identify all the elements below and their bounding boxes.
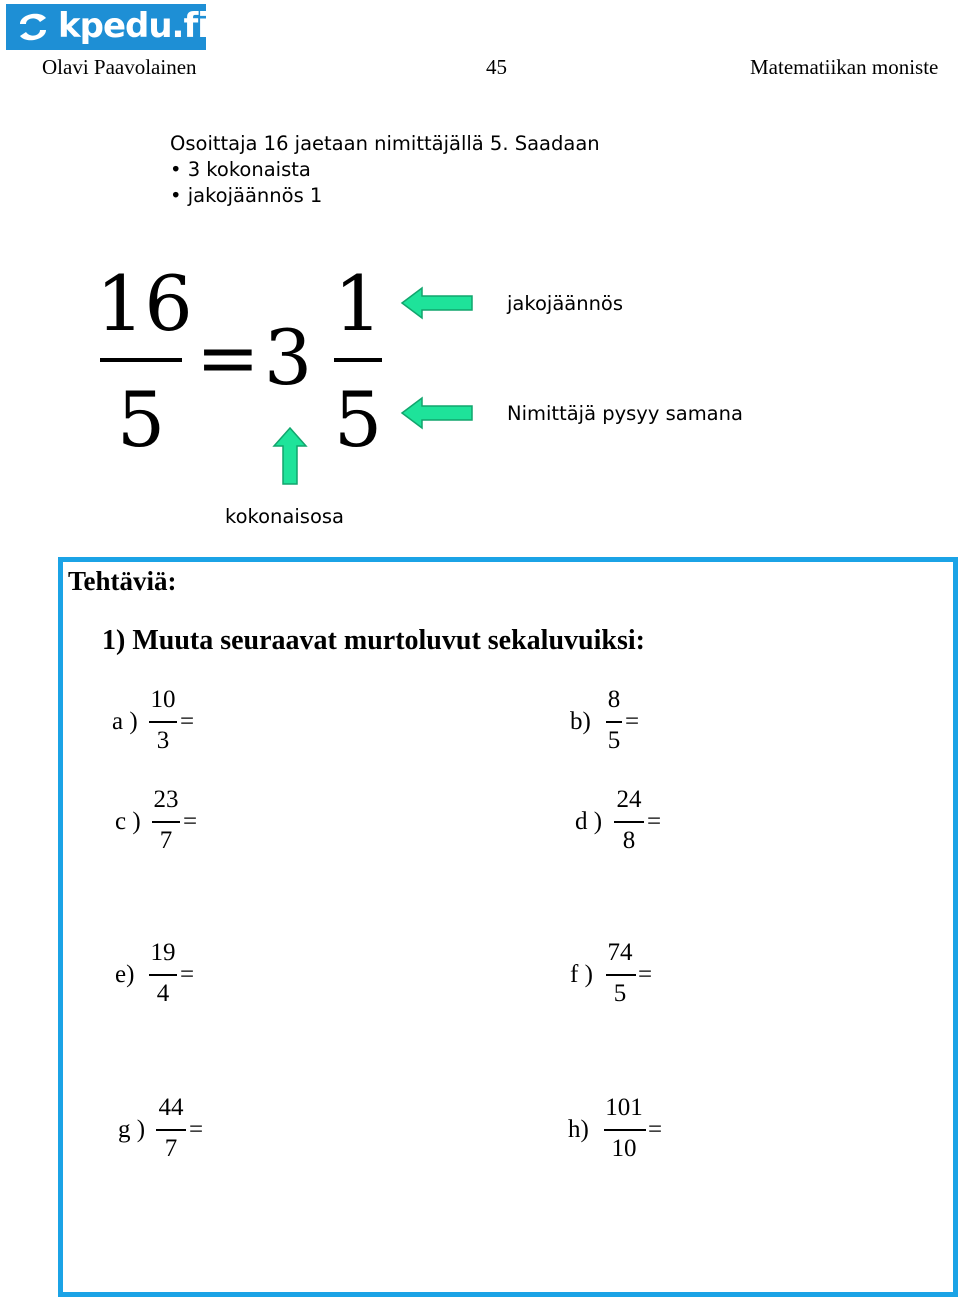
bullet-text: 3 kokonaista: [187, 158, 311, 181]
exercise-label: g ): [118, 1116, 146, 1143]
big-denominator: 5: [116, 375, 166, 464]
task-heading: Tehtäviä:: [68, 566, 177, 596]
header-title: Matematiikan moniste: [750, 55, 939, 79]
task-box: [58, 557, 958, 1297]
header-page-number: 45: [486, 55, 507, 79]
exercise-denominator: 7: [164, 1135, 178, 1162]
exercise-denominator: 5: [607, 727, 621, 754]
fraction-bar: [606, 721, 622, 723]
kpedu-logo: [6, 4, 206, 50]
big-frac-bar: [334, 358, 382, 362]
exercise-denominator: 8: [622, 827, 636, 854]
exercise-equals: =: [625, 708, 640, 735]
exercise-numerator: 10: [150, 686, 176, 713]
exercise-equals: =: [183, 808, 198, 835]
exercise-numerator: 8: [607, 686, 621, 713]
exercise-numerator: 74: [607, 939, 633, 966]
fraction-bar: [156, 1129, 186, 1131]
exercise-label: c ): [115, 808, 141, 835]
intro-bullet: • jakojäännös 1: [170, 184, 323, 207]
exercise-numerator: 24: [616, 786, 642, 813]
exercise-equals: =: [180, 708, 195, 735]
arrow-left-icon: [400, 286, 476, 320]
exercise-equals: =: [648, 1116, 663, 1143]
exercise-equals: =: [180, 961, 195, 988]
exercise-denominator: 10: [611, 1135, 637, 1162]
fraction-bar: [614, 821, 644, 823]
kpedu-swirl-icon: [10, 4, 56, 50]
arrow-left-icon: [400, 396, 476, 430]
exercise-numerator: 101: [605, 1094, 643, 1121]
bullet-text: jakojäännös 1: [187, 184, 323, 207]
exercise-denominator: 5: [613, 980, 627, 1007]
label-remainder: jakojäännös: [507, 292, 624, 315]
exercise-denominator: 3: [156, 727, 170, 754]
exercise-denominator: 4: [156, 980, 170, 1007]
fraction-bar: [604, 1129, 646, 1131]
exercise-label: f ): [570, 961, 593, 988]
exercise-label: a ): [112, 708, 138, 735]
big-numerator: 16: [96, 259, 193, 348]
exercise-label: e): [115, 961, 135, 988]
question-title: 1) Muuta seuraavat murtoluvut sekaluvuiksi:: [102, 625, 645, 656]
label-whole-part: kokonaisosa: [225, 505, 344, 528]
intro-bullet: • 3 kokonaista: [170, 158, 311, 181]
big-frac-denominator: 5: [333, 375, 383, 464]
exercise-label: d ): [575, 808, 603, 835]
big-fraction-bar: [100, 358, 182, 362]
exercise-numerator: 19: [150, 939, 176, 966]
exercise-numerator: 23: [153, 786, 179, 813]
label-denominator-stays: Nimittäjä pysyy samana: [507, 402, 743, 425]
big-frac-numerator: 1: [333, 259, 383, 348]
fraction-bar: [149, 974, 177, 976]
exercise-equals: =: [638, 961, 653, 988]
exercise-equals: =: [647, 808, 662, 835]
header-author: Olavi Paavolainen: [42, 55, 197, 79]
intro-line: Osoittaja 16 jaetaan nimittäjällä 5. Saadaan: [170, 132, 600, 155]
exercise-equals: =: [189, 1116, 204, 1143]
exercise-label: b): [570, 708, 591, 735]
fraction-bar: [149, 721, 177, 723]
exercise-numerator: 44: [158, 1094, 184, 1121]
fraction-bar: [606, 974, 636, 976]
logo-text: kpedu.fi: [58, 6, 208, 46]
fraction-bar: [152, 821, 180, 823]
exercise-denominator: 7: [159, 827, 173, 854]
arrow-up-icon: [270, 426, 310, 488]
big-equals: =: [196, 313, 260, 402]
exercise-label: h): [568, 1116, 589, 1143]
big-whole: 3: [263, 313, 313, 402]
